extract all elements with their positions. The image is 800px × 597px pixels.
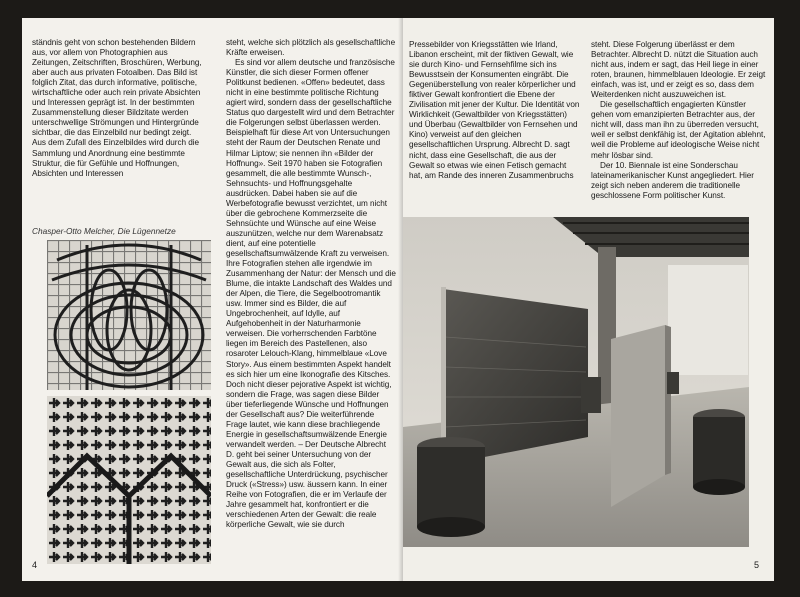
left-column-1 bbox=[32, 38, 202, 179]
right-col2-para1: steht. Diese Folgerung überlässt er dem Betrachter. Albrecht D. nützt die Situation auch nicht aus, indem er sagt, das Heil liege in einer roten, braunen, himmelblauen Ideologie. Er zeigt einfach, was ist, und er zeigt es so, dass dem Weiterdenken nicht auszuweichen ist. bbox=[591, 40, 766, 100]
artwork-grid-bottom bbox=[47, 396, 211, 564]
image-caption-melcher: Chasper-Otto Melcher, Die Lügennetze bbox=[32, 226, 176, 236]
right-col1-text: Pressebilder von Kriegsstätten wie Irland, Libanon erscheint, mit der fiktiven Gewalt, wie sie durch Kino- und Fernsehfilme sich ins Bewusstsein der Konsumenten eingräbt. Die Gegenüberstellung von realer körperlicher und fiktiver Gewalt konfrontiert die Ebene der Zivilisation mit jener der Kultur. Die Identität von Wirklichkeit (Gewaltbilder von Kriegsstätten) und Überbau (Gewaltbilder von Fernsehen und Kino) verweist auf den gleichen gesellschaftlichen Ursprung. Albrecht D. sagt nicht, dass eine Gesellschaft, die aus der Gewalt so etwas wie einen Fetisch gemacht hat, am Rande des inneren Zusammenbruchs bbox=[409, 40, 580, 180]
left-col2-para2: Es sind vor allem deutsche und französische Künstler, die sich dieser Formen offener Politkunst bedienen. «Offen» bedeutet, dass nicht in eine bestimmte politische Richtung agiert wird, sondern dass der gesellschaftliche Status quo dargestellt wird und dem Betrachter die Folgerungen selbst überlassen werden. Beispielhaft für diese Art von Untersuchungen steht der Raum der Deutschen Renate und Hilmar Liptow; sie nennen ihn «Bilder der Hoffnung». Seit 1970 haben sie Fotografien gesammelt, die alle bestimmte Wunsch-, Sehnsuchts- und Hoffnungsgehalte ausdrücken. Dabei haben sie auf die Werbefotografie bewusst verzichtet, um nicht über die gebrochene Kommerzseite die Sehnsüchte und Wünsche auf eine Weise auszunützen, welche nur dem Warenabsatz dient, auf eine potentielle gesellschaftsumwälzende Kraft zu verweisen. Ihre Fotografien stehen alle irgendwie im Zusammenhang der Natur: der Mensch und die Blume, die intakte Landschaft des Waldes und der Alpen, die Tiere, die Segelbootromantik usw. Immer sind es Bilder, die auf Ungebrochenheit, auf Idylle, auf Aufgehobenheit in der Naturharmonie verweisen. Die vorherrschenden Farbtöne liegen im Bereich des Pastellenen, also rosaroter Lelouch-Klang, himmelblaue «Love Story». Aus einem bestimmten Aspekt handelt es sich hier um eine Ikonografie des Kitsches. Doch nicht dieser pejorative Aspekt ist wichtig, sondern die Frage, was sagen diese Bilder über tieferliegende Wünsche und Hoffnungen der Gesellschaft aus? Die weiterführende Frage lautet, wie kann diese brachliegende Energie in gesellschaftsumwälzende Energie verwandelt werden. – Der Deutsche Albrecht D. geht bei seiner Untersuchung von der Gewalt aus, die sich als Folter, gesellschaftliche Unterdrückung, psychischer Druck («Stress») usw. äussern kann. In einer Reihe von Fotografien, die er im Verlaufe der Jahre gesammelt hat, konfrontiert er die verschiedenen Arten der Gewalt: die reale körperliche Gewalt, wie sie durch bbox=[226, 58, 396, 530]
page-number-right: 5 bbox=[754, 560, 760, 570]
right-column-2 bbox=[591, 40, 769, 201]
right-page bbox=[403, 18, 774, 581]
installation-photo bbox=[403, 217, 749, 547]
left-col2-para1: steht, welche sich plötzlich als gesellschaftliche Kräfte erweisen. bbox=[226, 38, 396, 58]
left-column-2 bbox=[226, 38, 396, 530]
left-col1-text: ständnis geht von schon bestehenden Bildern aus, vor allem von Photographien aus Zeitungen, Zeitschriften, Broschüren, Werbung, aber auch aus privaten Fotoalben. Das Bild ist folglich Zitat, das durch informative, politische, wirtschaftliche oder auch rein private Absichten und Interessen geprägt ist. In der bestimmten Zusammenstellung dieser Bildzitate werden unterschwellige Strömungen und Hintergründe sichtbar, die das Einzelbild nur bedingt zeigt. Aus dem Zufall des Einzelbildes wird durch die Sammlung und Anordnung eine bestimmte Struktur, die für Gefühle und Hoffnungen, Absichten und Interessen bbox=[32, 38, 202, 178]
page-number-left: 4 bbox=[32, 560, 38, 570]
right-col2-para2: Die gesellschaftlich engagierten Künstler gehen vom emanzipierten Betrachter aus, der nicht will, dass man ihn zu überreden versucht, weil er selbst denkfähig ist, der Agitation ablehnt, weil die Probleme auf ideologische Weise nicht mehr lösbar sind. bbox=[591, 100, 766, 160]
left-page bbox=[22, 18, 403, 581]
artwork-net-top bbox=[47, 240, 211, 390]
right-col2-para3: Der 10. Biennale ist eine Sonderschau lateinamerikanischer Kunst angegliedert. Hier zeigt sich neben anderem die traditionelle geschlossene Form politischer Kunst. bbox=[591, 160, 754, 200]
right-column-1 bbox=[409, 40, 581, 181]
